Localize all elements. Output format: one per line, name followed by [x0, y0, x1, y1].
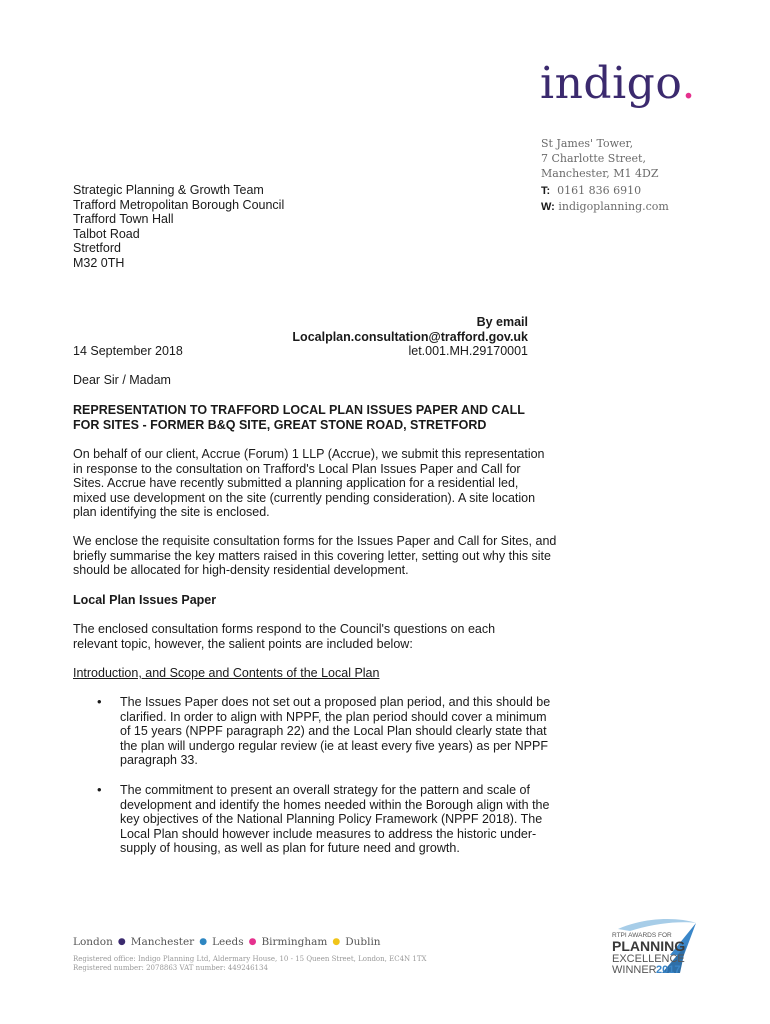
award-line-4b: 2017 [656, 964, 681, 976]
address-line: M32 0TH [73, 255, 125, 270]
bullet-list [73, 783, 553, 856]
award-line-2: PLANNING [612, 938, 686, 954]
planning-award-badge [600, 915, 700, 977]
address-line: Strategic Planning & Growth Team [73, 183, 264, 197]
delivery-email[interactable]: Localplan.consultation@trafford.gov.uk [292, 329, 528, 344]
logo-dot: . [681, 58, 697, 109]
delivery-method: By email [476, 315, 528, 329]
recipient-address [73, 183, 284, 271]
award-line-3: EXCELLENCE [612, 953, 685, 965]
paragraph-enclosure [73, 534, 558, 578]
delivery-block [292, 315, 528, 359]
registered-office: Registered office: Indigo Planning Ltd, Aldermary House, 10 - 15 Queen Street, London, EC4N 1TX [73, 955, 427, 963]
city: London [73, 936, 113, 948]
list-item-text: The commitment to present an overall strategy for the pattern and scale of development and identify the homes needed within the Borough align with the key objectives of the National Planning Policy Framework (NPPF 2018). The Local Plan should however include measures to address the historic under-supply of housing, as well as plan for future need and growth. [120, 783, 550, 856]
city: Leeds [212, 936, 244, 948]
web-link[interactable]: indigoplanning.com [558, 200, 669, 213]
address-line: Talbot Road [73, 226, 140, 241]
office-line: 7 Charlotte Street, [541, 152, 646, 165]
office-line: Manchester, M1 4DZ [541, 167, 659, 180]
list-item [73, 783, 553, 856]
dot-separator-icon: ● [332, 937, 341, 947]
address-line: Stretford [73, 241, 121, 256]
paragraph-text: On behalf of our client, Accrue (Forum) 1 LLP (Accrue), we submit this representation in response to the consultation on Trafford's Local Plan Issues Paper and Call for Sites. Accrue have recently submitted a planning application for a residential led, mixed use development on the site (currently pending consideration). A site location plan identifying the site is enclosed. [73, 447, 545, 520]
dot-separator-icon: ● [199, 937, 208, 947]
web-label: W: [541, 201, 555, 213]
footer-cities [73, 936, 381, 948]
section-heading: Local Plan Issues Paper [73, 593, 217, 607]
registration-info [73, 955, 426, 973]
dot-separator-icon: ● [248, 937, 257, 947]
bullet-list [73, 695, 553, 768]
dot-separator-icon: ● [117, 937, 126, 947]
letter-reference: let.001.MH.29170001 [408, 344, 528, 359]
city: Birmingham [261, 936, 328, 948]
paragraph-text: We enclose the requisite consultation forms for the Issues Paper and Call for Sites, and briefly summarise the key matters raised in this covering letter, setting out why this site should be allocated for high-density residential development. [73, 534, 557, 578]
office-contact [541, 183, 669, 215]
list-item-text: The Issues Paper does not set out a proposed plan period, and this should be clarified. In order to align with NPPF, the plan period should cover a minimum of 15 years (NPPF paragraph 22) and the Local Plan should clearly state that the plan will undergo regular review (ie at least every five years) as per NPPF paragraph 33. [120, 695, 551, 768]
letter-date: 14 September 2018 [73, 344, 183, 358]
award-line-4a: WINNER [612, 964, 657, 976]
indigo-logo [540, 58, 697, 109]
subsection-heading: Introduction, and Scope and Contents of the Local Plan [73, 666, 380, 680]
city: Manchester [130, 936, 195, 948]
subject-line-1: REPRESENTATION TO TRAFFORD LOCAL PLAN ISSUES PAPER AND CALL [73, 403, 525, 417]
paragraph-intro [73, 447, 553, 520]
address-line: Trafford Metropolitan Borough Council [73, 197, 285, 212]
subject-line [73, 403, 573, 432]
paragraph-salient [73, 622, 518, 651]
salutation: Dear Sir / Madam [73, 373, 171, 387]
logo-text: indigo [540, 58, 682, 109]
award-line-1: RTPI AWARDS FOR [612, 932, 672, 939]
subject-line-2: FOR SITES - FORMER B&Q SITE, GREAT STONE ROAD, STRETFORD [73, 417, 487, 432]
paragraph-text: The enclosed consultation forms respond to the Council's questions on each relevant topic, however, the salient points are included below: [73, 622, 496, 651]
city: Dublin [345, 936, 381, 948]
tel-label: T: [541, 185, 551, 197]
office-line: St James' Tower, [541, 137, 634, 150]
list-item [73, 695, 553, 768]
registered-number: Registered number: 2078863 VAT number: 449246134 [73, 964, 268, 972]
tel-number: 0161 836 6910 [557, 184, 642, 197]
address-line: Trafford Town Hall [73, 212, 174, 227]
office-address [541, 136, 659, 181]
